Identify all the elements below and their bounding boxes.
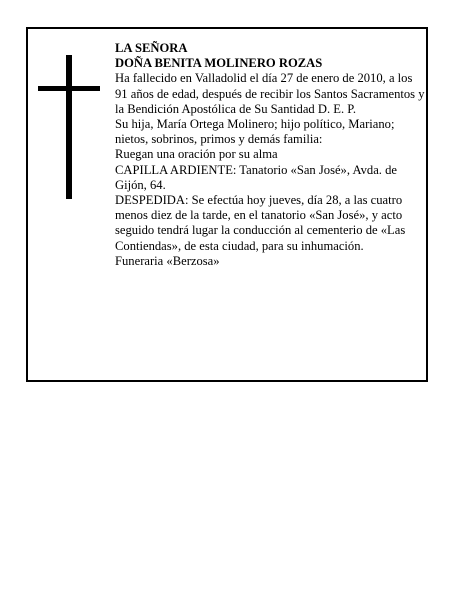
death-announcement: Ha fallecido en Valladolid el día 27 de enero de 2010, a los 91 años de edad, después de recibir los Santos Sacramentos y la Bendición Apostólica de Su Santidad D. E. P. [115, 71, 425, 116]
family-list: Su hija, María Ortega Molinero; hijo político, Mariano; nietos, sobrinos, primos y demás familia: [115, 117, 395, 147]
cross-vertical-bar [66, 55, 72, 199]
obituary-notice [26, 27, 428, 382]
notice-text [115, 41, 428, 269]
cross-horizontal-bar [38, 86, 100, 91]
prayer-request: Ruegan una oración por su alma [115, 147, 278, 162]
cross-icon [38, 55, 100, 199]
farewell-info: DESPEDIDA: Se efectúa hoy jueves, día 28, a las cuatro menos diez de la tarde, en el tanatorio «San José», y acto seguido tendrá lugar la conducción al cementerio de «Las Contiendas», de esta ciudad, para su inhumación. [115, 193, 406, 253]
deceased-name: DOÑA BENITA MOLINERO ROZAS [115, 56, 323, 71]
notice-title: LA SEÑORA [115, 41, 188, 55]
funeral-home: Funeraria «Berzosa» [115, 253, 220, 268]
chapel-info: CAPILLA ARDIENTE: Tanatorio «San José», Avda. de Gijón, 64. [115, 162, 397, 192]
